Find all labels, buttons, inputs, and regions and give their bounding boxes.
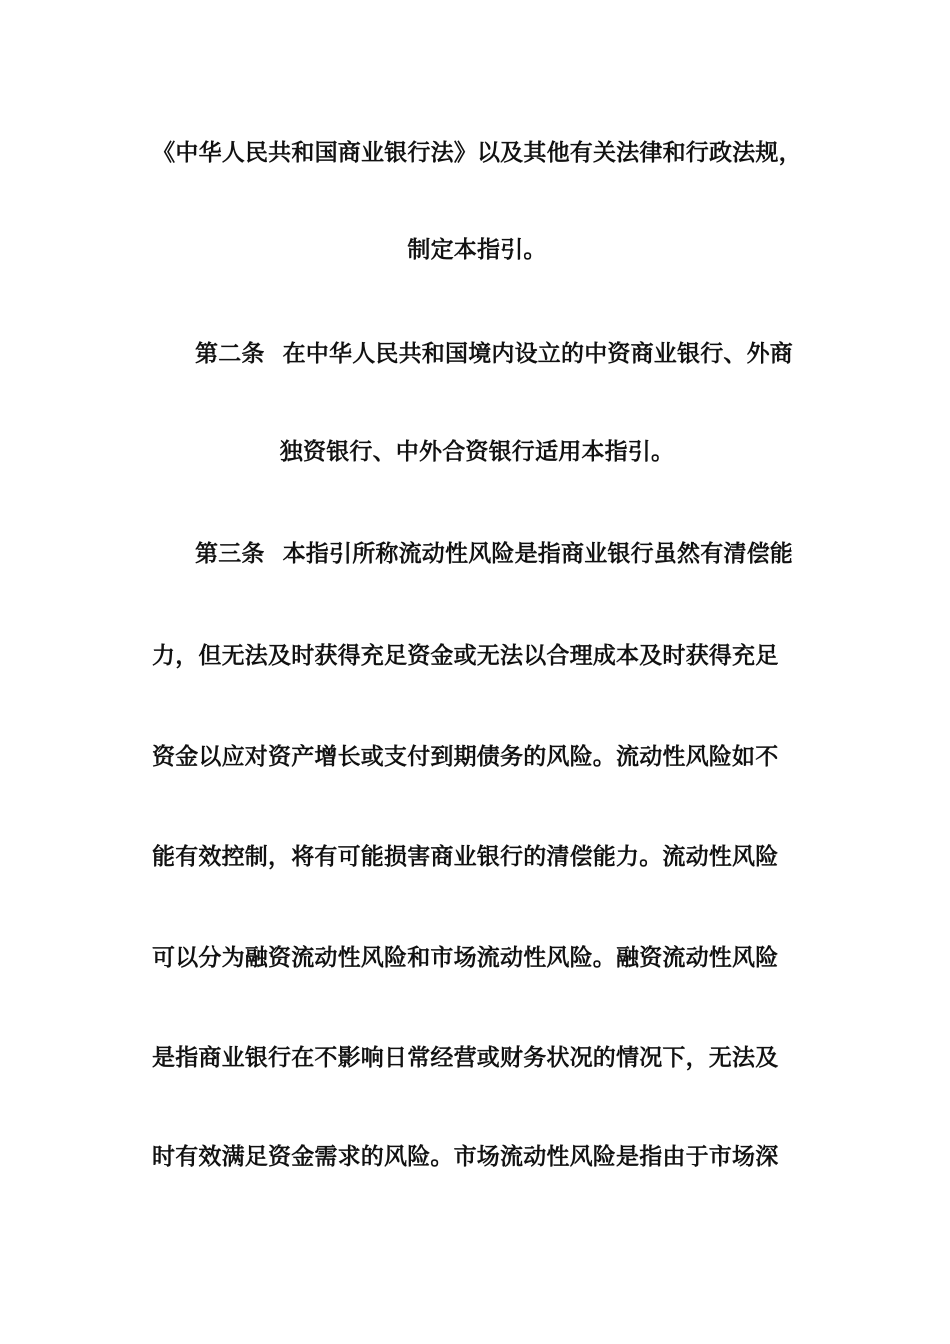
article-2-label: 第二条	[195, 340, 265, 367]
paragraph-line-establish-guideline: 制定本指引。	[407, 236, 547, 263]
paragraph-line-law-reference: 《中华人民共和国商业银行法》以及其他有关法律和行政法规，	[152, 139, 802, 166]
article-3-text-line-1: 本指引所称流动性风险是指商业银行虽然有清偿能	[282, 540, 794, 567]
article-3-first-line	[152, 534, 802, 574]
article-3-text-line-6: 是指商业银行在不影响日常经营或财务状况的情况下，无法及	[152, 1044, 779, 1071]
article-3-label: 第三条	[195, 540, 265, 567]
article-2-text-line-1: 在中华人民共和国境内设立的中资商业银行、外商	[282, 340, 794, 367]
article-3-text-line-3: 资金以应对资产增长或支付到期债务的风险。流动性风险如不	[152, 743, 779, 770]
article-2-first-line	[152, 334, 802, 374]
article-3-text-line-5: 可以分为融资流动性风险和市场流动性风险。融资流动性风险	[152, 944, 779, 971]
article-3-text-line-2: 力，但无法及时获得充足资金或无法以合理成本及时获得充足	[152, 642, 779, 669]
article-3-text-line-4: 能有效控制，将有可能损害商业银行的清偿能力。流动性风险	[152, 843, 779, 870]
article-2-text-line-2: 独资银行、中外合资银行适用本指引。	[279, 438, 675, 465]
article-3-text-line-7: 时有效满足资金需求的风险。市场流动性风险是指由于市场深	[152, 1143, 779, 1170]
